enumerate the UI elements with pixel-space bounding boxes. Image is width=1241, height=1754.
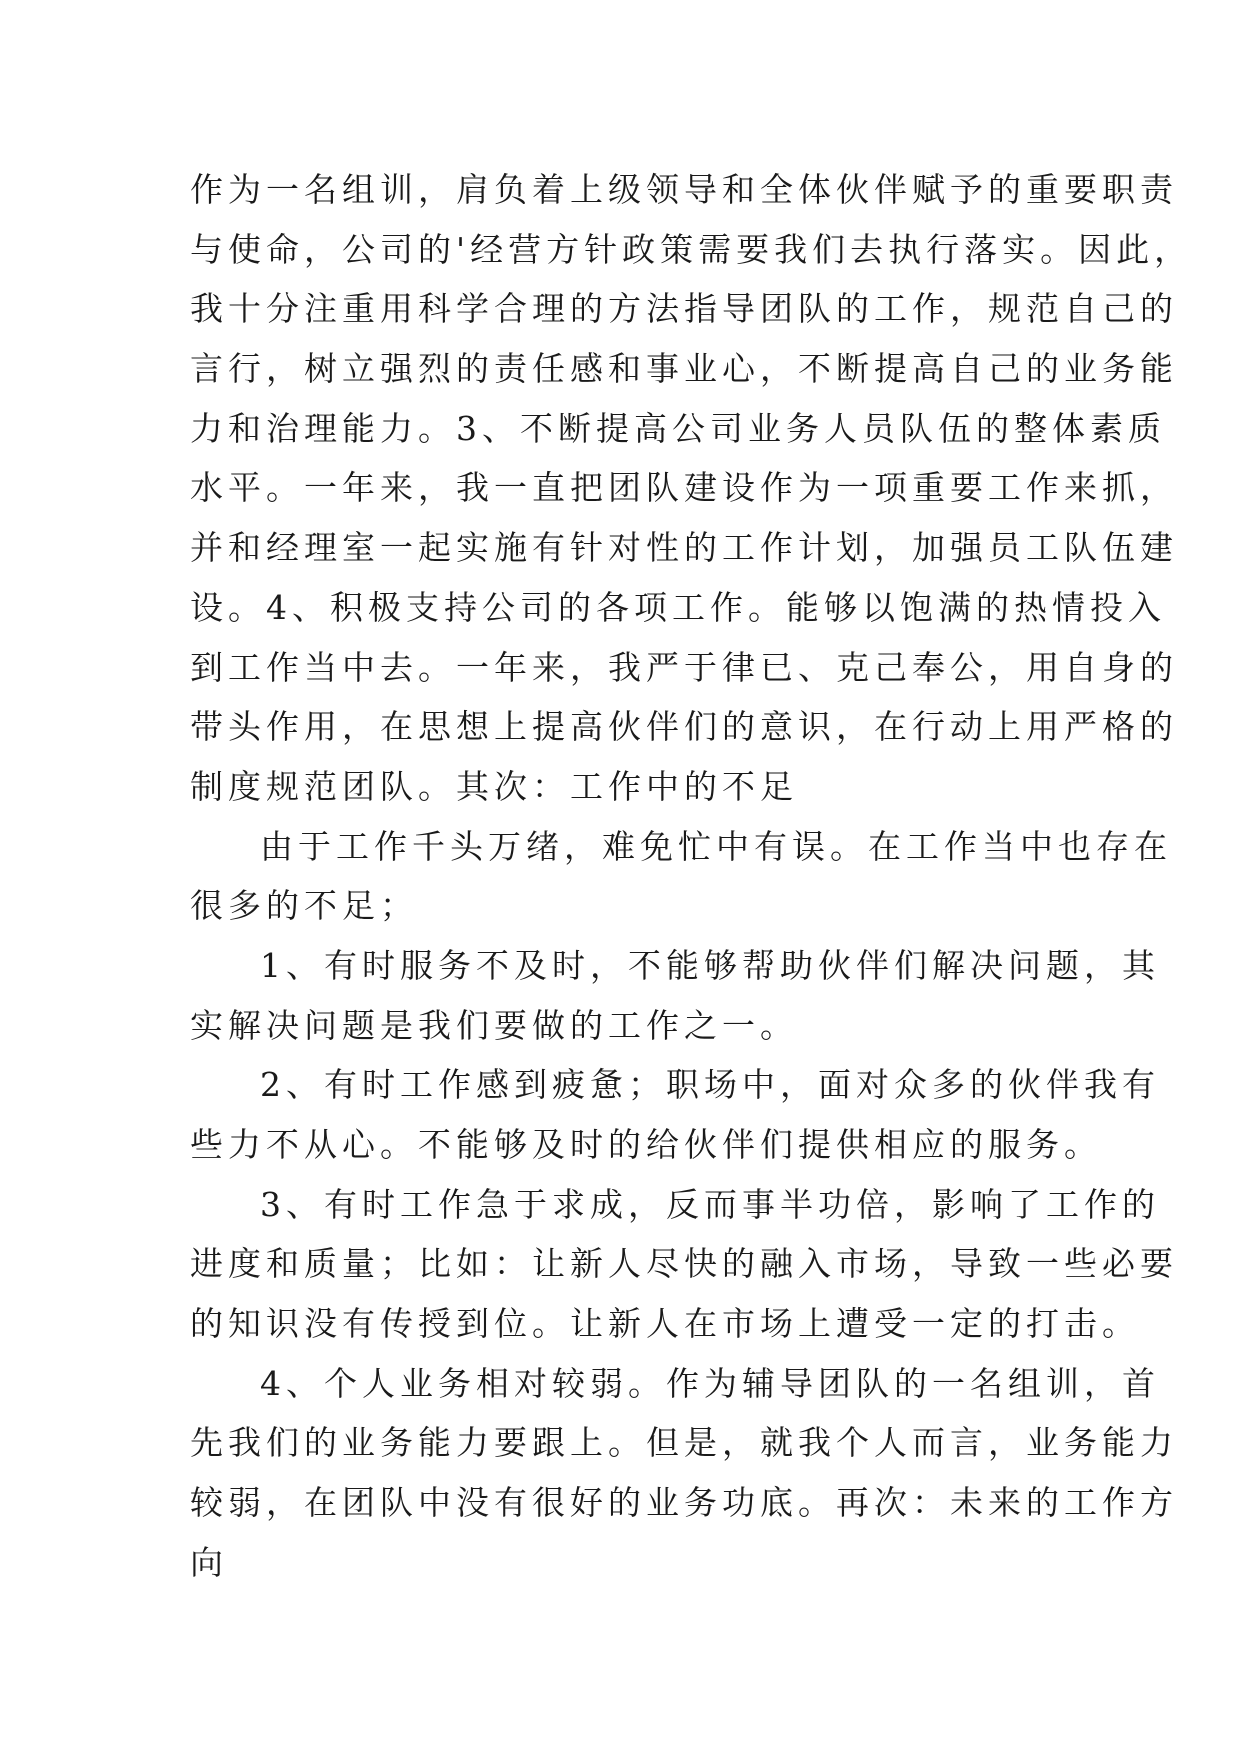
- text-line: 水平。一年来，我一直把团队建设作为一项重要工作来抓，: [190, 468, 1178, 508]
- text-line: 到工作当中去。一年来，我严于律已、克己奉公，用自身的: [190, 647, 1178, 687]
- text-line: 力和治理能力。3、不断提高公司业务人员队伍的整体素质: [190, 408, 1166, 448]
- text-line: 我十分注重用科学合理的方法指导团队的工作，规范自己的: [190, 289, 1178, 329]
- text-line: 实解决问题是我们要做的工作之一。: [190, 1005, 798, 1045]
- text-line: 言行，树立强烈的责任感和事业心，不断提高自己的业务能: [190, 349, 1178, 389]
- text-line: 4、个人业务相对较弱。作为辅导团队的一名组训，首: [260, 1363, 1160, 1403]
- text-line: 先我们的业务能力要跟上。但是，就我个人而言，业务能力: [190, 1423, 1178, 1463]
- text-line: 并和经理室一起实施有针对性的工作计划，加强员工队伍建: [190, 528, 1178, 568]
- text-line: 向: [190, 1542, 228, 1582]
- text-line: 制度规范团队。其次：工作中的不足: [190, 766, 798, 806]
- text-line: 带头作用，在思想上提高伙伴们的意识，在行动上用严格的: [190, 707, 1178, 747]
- text-line: 些力不从心。不能够及时的给伙伴们提供相应的服务。: [190, 1125, 1102, 1164]
- text-line: 3、有时工作急于求成，反而事半功倍，影响了工作的: [260, 1184, 1160, 1224]
- document-body: [190, 160, 1193, 1593]
- text-line: 进度和质量；比如：让新人尽快的融入市场，导致一些必要: [190, 1244, 1178, 1284]
- text-line: 设。4、积极支持公司的各项工作。能够以饱满的热情投入: [190, 587, 1166, 627]
- text-line: 很多的不足；: [190, 886, 418, 926]
- text-line: 1、有时服务不及时，不能够帮助伙伴们解决问题，其: [260, 945, 1160, 985]
- text-line: 2、有时工作感到疲惫；职场中，面对众多的伙伴我有: [260, 1065, 1160, 1105]
- text-line: 作为一名组训，肩负着上级领导和全体伙伴赋予的重要职责: [190, 170, 1178, 209]
- text-line: 的知识没有传授到位。让新人在市场上遭受一定的打击。: [190, 1304, 1140, 1344]
- text-line: 较弱，在团队中没有很好的业务功底。再次：未来的工作方: [190, 1483, 1178, 1523]
- text-line: 由于工作千头万绪，难免忙中有误。在工作当中也存在: [260, 826, 1172, 866]
- text-line: 与使命，公司的'经营方针政策需要我们去执行落实。因此，: [190, 229, 1193, 269]
